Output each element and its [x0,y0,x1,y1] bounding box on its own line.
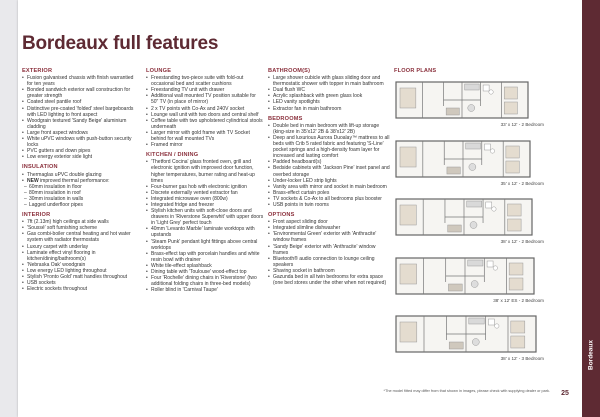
list-item: • Bluetooth® audio connection to lounge ceiling speakers [268,256,392,268]
floor-plan-caption: 38' x 12' ES - 2 Bedroom [493,297,544,303]
kitchen-list [146,159,264,293]
list-item: • Brass-effect tap with porcelain handles and white resin bowl with drainer [146,251,264,263]
list-item: • Integrated fridge and freezer [146,202,264,208]
list-item: • Padded headboard(s) [268,159,392,165]
list-item: • Under-locker LED strip lights [268,178,392,184]
list-item: • Woodgrain textured 'Sandy Beige' aluminium cladding [22,118,140,130]
list-item: • Four 'Rochelle' dining chairs in 'Riverstone' (two additional folding chairs in three-bed models) [146,275,264,287]
page-title: Bordeaux full features [22,33,219,54]
exterior-heading: EXTERIOR [22,68,53,74]
lounge-heading: LOUNGE [146,68,172,74]
list-item: • Freestanding two-piece suite with fold-out occasional bed and scatter cushions [146,75,264,87]
list-item: • Dual flush WC [268,87,392,93]
list-item: • Large shower cubicle with glass sliding door and thermostatic shower with topper in main bathroom [268,75,392,87]
floor-plan [394,75,552,134]
floor-plan-drawing [394,137,544,181]
features-column-1 [22,68,140,292]
list-item: • Coffee table with two upholstered cylindrical stools underneath [146,118,264,130]
list-item: • Extractor fan in main bathroom [268,106,392,112]
features-column-3 [268,68,392,286]
list-item: • Vanity area with mirror and socket in main bedroom [268,184,392,190]
list-item: • Double bed in main bedroom with lift-up storage (king-size in 35'x12' 2B & 38'x12' 2B) [268,123,392,135]
list-item: • Discrete externally vented extractor fan [146,190,264,196]
floor-plan [394,134,552,193]
list-item: • Deep and luxurious Aurora Duoalay™ mattress to all beds with Crib 5 rated fabric and featuring 'S-Line' pocket springs and a high-density foam layer for increased and lasting comfort [268,135,392,159]
list-item: • 'Steam Punk' pendant light fittings above central worktops [146,239,264,251]
list-item: • Additional wall mounted TV position suitable for 50" TV (in place of mirror) [146,93,264,105]
list-item: • Freestanding TV unit with drawer [146,87,264,93]
list-item: • White tile-effect splashback [146,263,264,269]
list-item: • 'Thetford Cocina' glass fronted oven, grill and electronic ignition with improved door function, higher temperatures, burner rating and heat-up times [146,159,264,183]
list-item: • Stylish 'Pronto Gold' matt handles throughout [22,274,140,280]
list-item: • 'Sandy Beige' exterior with 'Anthracite' window frames [268,244,392,256]
floor-plan-caption: 38' x 12' - 3 Bedroom [500,356,544,362]
list-item: – 60mm insulation in floor [22,184,140,190]
list-item: • 7ft (2.13m) high ceilings at side walls [22,219,140,225]
list-item: • 40mm 'Levanto Marble' laminate worktops with upstands [146,226,264,238]
list-item: • PVC gutters and down pipes [22,148,140,154]
floor-plan-caption: 38' x 12' - 2 Bedroom [500,239,544,245]
bathrooms-list [268,75,392,112]
floor-plan [394,251,552,310]
insulation-sub-list [22,184,140,208]
list-item: • Low energy exterior side light [22,154,140,160]
list-item: • Dining table with 'Toulouse' wood-effect top [146,269,264,275]
options-heading: OPTIONS [268,212,295,219]
options-list [268,219,392,286]
list-item: • 'Environmental Green' exterior with 'Anthracite' window frames [268,231,392,243]
new-badge: NEW [27,177,39,184]
list-item: • Gazunda bed in all twin bedrooms for extra space (one bed stores under the other when not required) [268,274,392,286]
list-item: • Laminate effect vinyl flooring in kitchen/dining/bathroom(s) [22,250,140,262]
new-text: improved thermal performance: [38,177,110,184]
list-item: • Larger mirror with gold frame with TV Socket behind for wall mounted TVs [146,130,264,142]
floor-plan [394,192,552,251]
list-item: • 'Nebraska Oak' woodgrain [22,262,140,268]
floor-plans [394,68,552,368]
list-item: • Framed mirror [146,142,264,148]
bedrooms-heading: BEDROOMS [268,115,303,122]
list-item: • Low energy LED lighting throughout [22,268,140,274]
list-item: • Bonded sandwich exterior wall construction for greater strength [22,87,140,99]
list-item: • Integrated slimline dishwasher [268,225,392,231]
floor-plan-caption: 35' x 12' - 2 Bedroom [500,180,544,186]
bedrooms-list [268,123,392,208]
exterior-list [22,75,140,160]
list-item: • 2 x TV points with Co-Ax and 240V socket [146,106,264,112]
list-item: • Luxury carpet with underlay [22,244,140,250]
list-item: • Four-burner gas hob with electronic ignition [146,184,264,190]
list-item: • Large front aspect windows [22,130,140,136]
floor-plan-caption: 33' x 12' - 2 Bedroom [500,122,544,127]
list-item: • White uPVC windows with push-button security locks [22,136,140,148]
list-item: • Fusion galvanised chassis with finish warrantied for ten years [22,75,140,87]
floor-plan-list [394,75,552,368]
list-item: • Coated steel pantile roof [22,99,140,105]
list-item: – 30mm insulation in walls [22,196,140,202]
lounge-list [146,75,264,148]
insulation-list [22,172,140,184]
list-item: • Integrated microwave oven (800w) [146,196,264,202]
list-item: – 80mm insulation in roof [22,190,140,196]
interior-list [22,219,140,292]
list-item: • Distinctive pre-coated 'folded' steel bargeboards with LED lighting to front aspect [22,106,140,118]
list-item: • Thermaglas uPVC double glazing [22,172,140,178]
brand-sidebar-base [582,387,600,417]
list-item: • Roller blind in 'Carnival Taupe' [146,287,264,293]
floor-plan-drawing [394,254,544,298]
floor-plan-drawing [394,312,544,356]
floor-plan-drawing [394,195,544,239]
page-number: 25 [561,390,569,397]
list-item: • Brass-effect curtain poles [268,190,392,196]
list-item: • Acrylic splashback with green glass look [268,93,392,99]
list-item: • 'Soussé' soft furnishing scheme [22,225,140,231]
bathrooms-heading: BATHROOM(S) [268,68,311,74]
floor-plan-drawing [394,78,544,122]
model-side-label-text: Bordeaux [587,340,595,370]
list-item: • Shaving socket in bathroom [268,268,392,274]
list-item: • USB points in twin rooms [268,202,392,208]
list-item: • TV sockets & Co-Ax to all bedrooms plus booster [268,196,392,202]
list-item: • Front aspect sliding door [268,219,392,225]
list-item: • Gas combi-boiler central heating and hot water system with radiator thermostats [22,231,140,243]
brand-sidebar [582,0,600,387]
features-column-2 [146,68,264,293]
list-item: • Electric sockets throughout [22,286,140,292]
interior-heading: INTERIOR [22,212,51,219]
list-item: • Stylish kitchen units with soft-close doors and drawers in 'Riverstone Superwhit' with upper doors in 'Light Grey' perfect touch [146,208,264,226]
list-item: – Lagged underfloor pipes [22,202,140,208]
insulation-heading: INSULATION [22,164,58,171]
list-item: • LED vanity spotlights [268,99,392,105]
floor-plan [394,309,552,368]
model-side-label [584,330,598,380]
list-item: • Lounge wall unit with two doors and central shelf [146,112,264,118]
footnote: *The model fitted may differ from that shown in images, please check with supplying dealer or park. [383,389,550,393]
kitchen-heading: KITCHEN / DINING [146,152,199,159]
list-item: • USB sockets [22,280,140,286]
floor-plans-heading: FLOOR PLANS [394,68,437,74]
list-item: • Bedside cabinets with 'Jackson Pine' inset panel and overbed storage [268,165,392,177]
